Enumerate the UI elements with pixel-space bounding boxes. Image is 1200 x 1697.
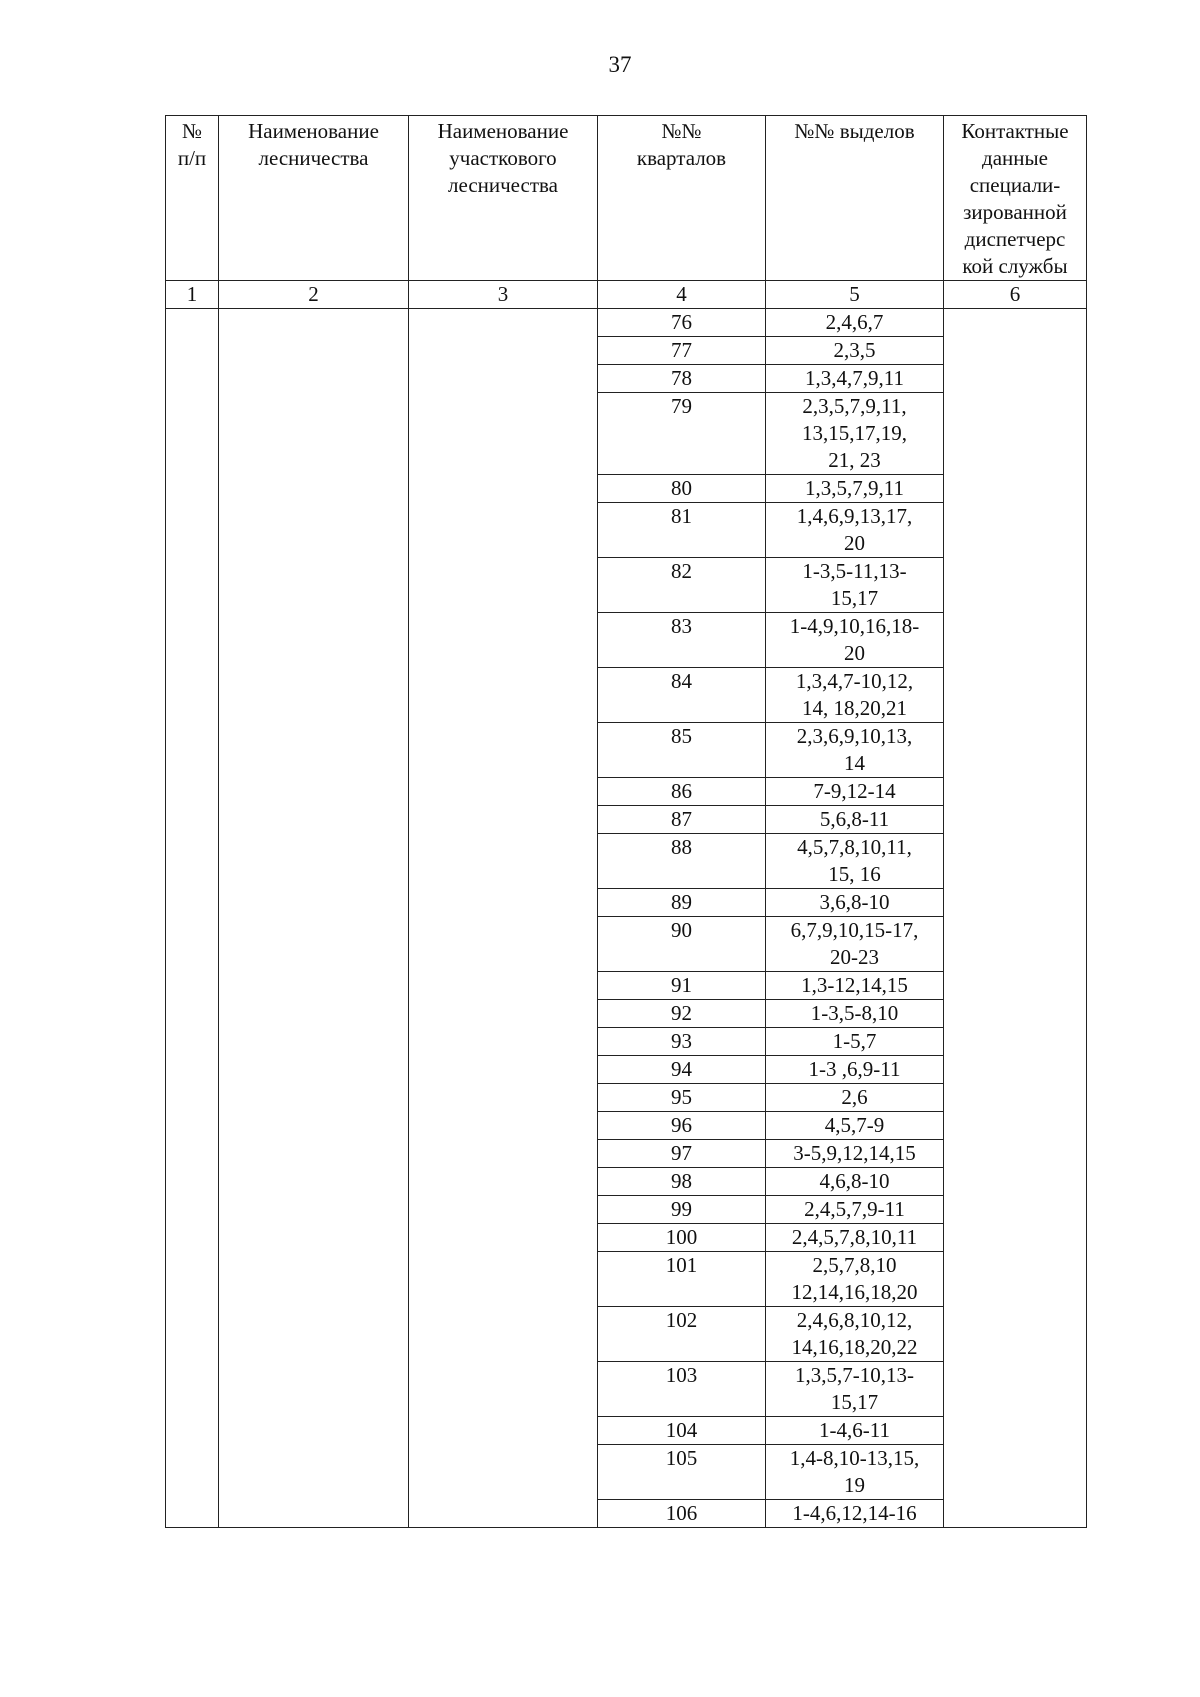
header-vydely: №№ выделов (766, 116, 944, 281)
header-contacts: Контактные данные специали- зированной диспетчерс кой службы (944, 116, 1087, 281)
vydely-cell: 2,3,5,7,9,11, 13,15,17,19, 21, 23 (766, 393, 944, 475)
kvartal-cell: 104 (598, 1417, 766, 1445)
vydely-cell: 1,3,4,7-10,12, 14, 18,20,21 (766, 668, 944, 723)
forestry-cell (219, 309, 409, 1528)
number-cell (166, 309, 219, 1528)
kvartal-cell: 103 (598, 1362, 766, 1417)
vydely-cell: 5,6,8-11 (766, 806, 944, 834)
header-district-forestry: Наименование участкового лесничества (409, 116, 598, 281)
vydely-cell: 1-4,6,12,14-16 (766, 1500, 944, 1528)
forestry-table (165, 115, 1087, 1528)
kvartal-cell: 90 (598, 917, 766, 972)
header-row (166, 116, 1087, 281)
vydely-cell: 2,3,5 (766, 337, 944, 365)
vydely-cell: 2,4,6,7 (766, 309, 944, 337)
column-number-row (166, 281, 1087, 309)
vydely-cell: 7-9,12-14 (766, 778, 944, 806)
kvartal-cell: 96 (598, 1112, 766, 1140)
vydely-cell: 1-4,9,10,16,18- 20 (766, 613, 944, 668)
kvartal-cell: 78 (598, 365, 766, 393)
column-number: 4 (598, 281, 766, 309)
vydely-cell: 1,3-12,14,15 (766, 972, 944, 1000)
kvartal-cell: 98 (598, 1168, 766, 1196)
district-forestry-cell (409, 309, 598, 1528)
kvartal-cell: 95 (598, 1084, 766, 1112)
column-number: 6 (944, 281, 1087, 309)
kvartal-cell: 99 (598, 1196, 766, 1224)
table-row (166, 309, 1087, 337)
kvartal-cell: 82 (598, 558, 766, 613)
vydely-cell: 1-4,6-11 (766, 1417, 944, 1445)
vydely-cell: 1,3,5,7-10,13- 15,17 (766, 1362, 944, 1417)
column-number: 2 (219, 281, 409, 309)
table-body (166, 309, 1087, 1528)
vydely-cell: 1,3,4,7,9,11 (766, 365, 944, 393)
kvartal-cell: 97 (598, 1140, 766, 1168)
kvartal-cell: 89 (598, 889, 766, 917)
vydely-cell: 2,4,5,7,8,10,11 (766, 1224, 944, 1252)
contacts-cell (944, 309, 1087, 1528)
vydely-cell: 2,4,5,7,9-11 (766, 1196, 944, 1224)
vydely-cell: 2,3,6,9,10,13, 14 (766, 723, 944, 778)
kvartal-cell: 80 (598, 475, 766, 503)
kvartal-cell: 91 (598, 972, 766, 1000)
vydely-cell: 1,4-8,10-13,15, 19 (766, 1445, 944, 1500)
kvartal-cell: 86 (598, 778, 766, 806)
vydely-cell: 1,4,6,9,13,17, 20 (766, 503, 944, 558)
kvartal-cell: 105 (598, 1445, 766, 1500)
kvartal-cell: 106 (598, 1500, 766, 1528)
kvartal-cell: 79 (598, 393, 766, 475)
vydely-cell: 1-3,5-8,10 (766, 1000, 944, 1028)
vydely-cell: 4,5,7,8,10,11, 15, 16 (766, 834, 944, 889)
kvartal-cell: 84 (598, 668, 766, 723)
kvartal-cell: 83 (598, 613, 766, 668)
vydely-cell: 4,5,7-9 (766, 1112, 944, 1140)
vydely-cell: 1-3,5-11,13- 15,17 (766, 558, 944, 613)
vydely-cell: 1-5,7 (766, 1028, 944, 1056)
kvartal-cell: 102 (598, 1307, 766, 1362)
vydely-cell: 1-3 ,6,9-11 (766, 1056, 944, 1084)
column-number: 3 (409, 281, 598, 309)
kvartal-cell: 101 (598, 1252, 766, 1307)
column-number: 1 (166, 281, 219, 309)
header-forestry: Наименование лесничества (219, 116, 409, 281)
header-number: № п/п (166, 116, 219, 281)
vydely-cell: 4,6,8-10 (766, 1168, 944, 1196)
kvartal-cell: 94 (598, 1056, 766, 1084)
kvartal-cell: 77 (598, 337, 766, 365)
kvartal-cell: 87 (598, 806, 766, 834)
kvartal-cell: 81 (598, 503, 766, 558)
vydely-cell: 3,6,8-10 (766, 889, 944, 917)
kvartal-cell: 100 (598, 1224, 766, 1252)
kvartal-cell: 88 (598, 834, 766, 889)
kvartal-cell: 92 (598, 1000, 766, 1028)
vydely-cell: 2,4,6,8,10,12, 14,16,18,20,22 (766, 1307, 944, 1362)
kvartal-cell: 85 (598, 723, 766, 778)
kvartal-cell: 76 (598, 309, 766, 337)
header-kvartals: №№ кварталов (598, 116, 766, 281)
vydely-cell: 1,3,5,7,9,11 (766, 475, 944, 503)
vydely-cell: 3-5,9,12,14,15 (766, 1140, 944, 1168)
vydely-cell: 6,7,9,10,15-17, 20-23 (766, 917, 944, 972)
column-number: 5 (766, 281, 944, 309)
page-number: 37 (608, 52, 632, 77)
vydely-cell: 2,5,7,8,10 12,14,16,18,20 (766, 1252, 944, 1307)
kvartal-cell: 93 (598, 1028, 766, 1056)
vydely-cell: 2,6 (766, 1084, 944, 1112)
